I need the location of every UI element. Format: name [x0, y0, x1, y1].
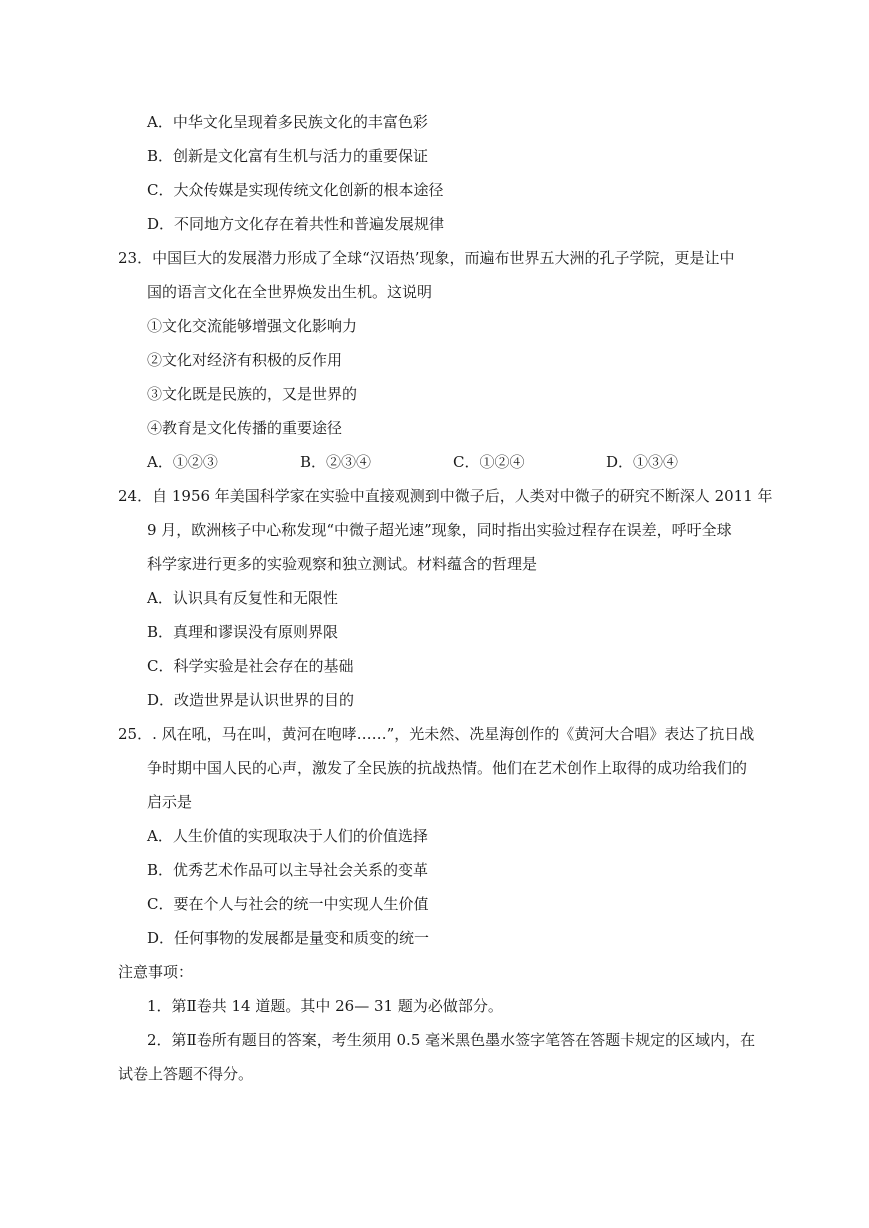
q23-stem-line-2: 国的语言文化在全世界焕发出生机。这说明	[147, 283, 433, 301]
notes-heading: 注意事项：	[118, 963, 194, 981]
q23-choice-a: A．①②③	[147, 453, 218, 471]
q23-choices-row	[147, 451, 767, 473]
q22-option-b: B．创新是文化富有生机与活力的重要保证	[147, 147, 429, 165]
q23-choice-d: D．①③④	[606, 453, 679, 471]
q23-statement-4: ④教育是文化传播的重要途径	[147, 419, 343, 437]
q24-stem-line-2: 9 月，欧洲核子中心称发现“中微子超光速”现象，同时指出实验过程存在误差，呼吁全球	[147, 521, 732, 539]
notes-item-2-line-2: 试卷上答题不得分。	[118, 1065, 254, 1083]
q23-statement-2: ②文化对经济有积极的反作用	[147, 351, 343, 369]
q25-option-b: B．优秀艺术作品可以主导社会关系的变革	[147, 861, 429, 879]
q24-option-b: B．真理和谬误没有原则界限	[147, 623, 339, 641]
q22-option-d: D．不同地方文化存在着共性和普遍发展规律	[147, 215, 445, 233]
q25-stem-line-3: 启示是	[147, 793, 193, 811]
q24-stem-line-3: 科学家进行更多的实验观察和独立测试。材料蕴含的哲理是	[147, 555, 538, 573]
q25-option-a: A．人生价值的实现取决于人们的价值选择	[147, 827, 428, 845]
q23-statement-1: ①文化交流能够增强文化影响力	[147, 317, 358, 335]
q23-stem-line-1: 23．中国巨大的发展潜力形成了全球“汉语热’现象，而遍布世界五大洲的孔子学院，更是让中	[118, 249, 735, 267]
notes-item-2-line-1: 2．第Ⅱ卷所有题目的答案，考生须用 0.5 毫米黑色墨水签字笔答在答题卡规定的区域内，在	[147, 1031, 756, 1049]
q25-option-d: D．任何事物的发展都是量变和质变的统一	[147, 929, 430, 947]
q25-option-c: C．要在个人与社会的统一中实现人生价值	[147, 895, 429, 913]
q25-stem-line-1: 25．. 风在吼，马在叫，黄河在咆哮……”，光未然、冼星海创作的《黄河大合唱》表达了抗日战	[118, 725, 755, 743]
q23-statement-3: ③文化既是民族的，又是世界的	[147, 385, 358, 403]
q22-option-c: C．大众传媒是实现传统文化创新的根本途径	[147, 181, 444, 199]
q22-option-a: A．中华文化呈现着多民族文化的丰富色彩	[147, 113, 428, 131]
notes-item-1: 1．第Ⅱ卷共 14 道题。其中 26— 31 题为必做部分。	[147, 997, 503, 1015]
q24-option-d: D．改造世界是认识世界的目的	[147, 691, 355, 709]
q24-option-c: C．科学实验是社会存在的基础	[147, 657, 354, 675]
q24-stem-line-1: 24．自 1956 年美国科学家在实验中直接观测到中微子后，人类对中微子的研究不断深人 2011 年	[118, 487, 773, 505]
q25-stem-line-2: 争时期中国人民的心声，激发了全民族的抗战热情。他们在艺术创作上取得的成功给我们的	[147, 759, 748, 777]
q23-choice-c: C．①②④	[453, 453, 525, 471]
q23-choice-b: B．②③④	[300, 453, 372, 471]
q24-option-a: A．认识具有反复性和无限性	[147, 589, 338, 607]
